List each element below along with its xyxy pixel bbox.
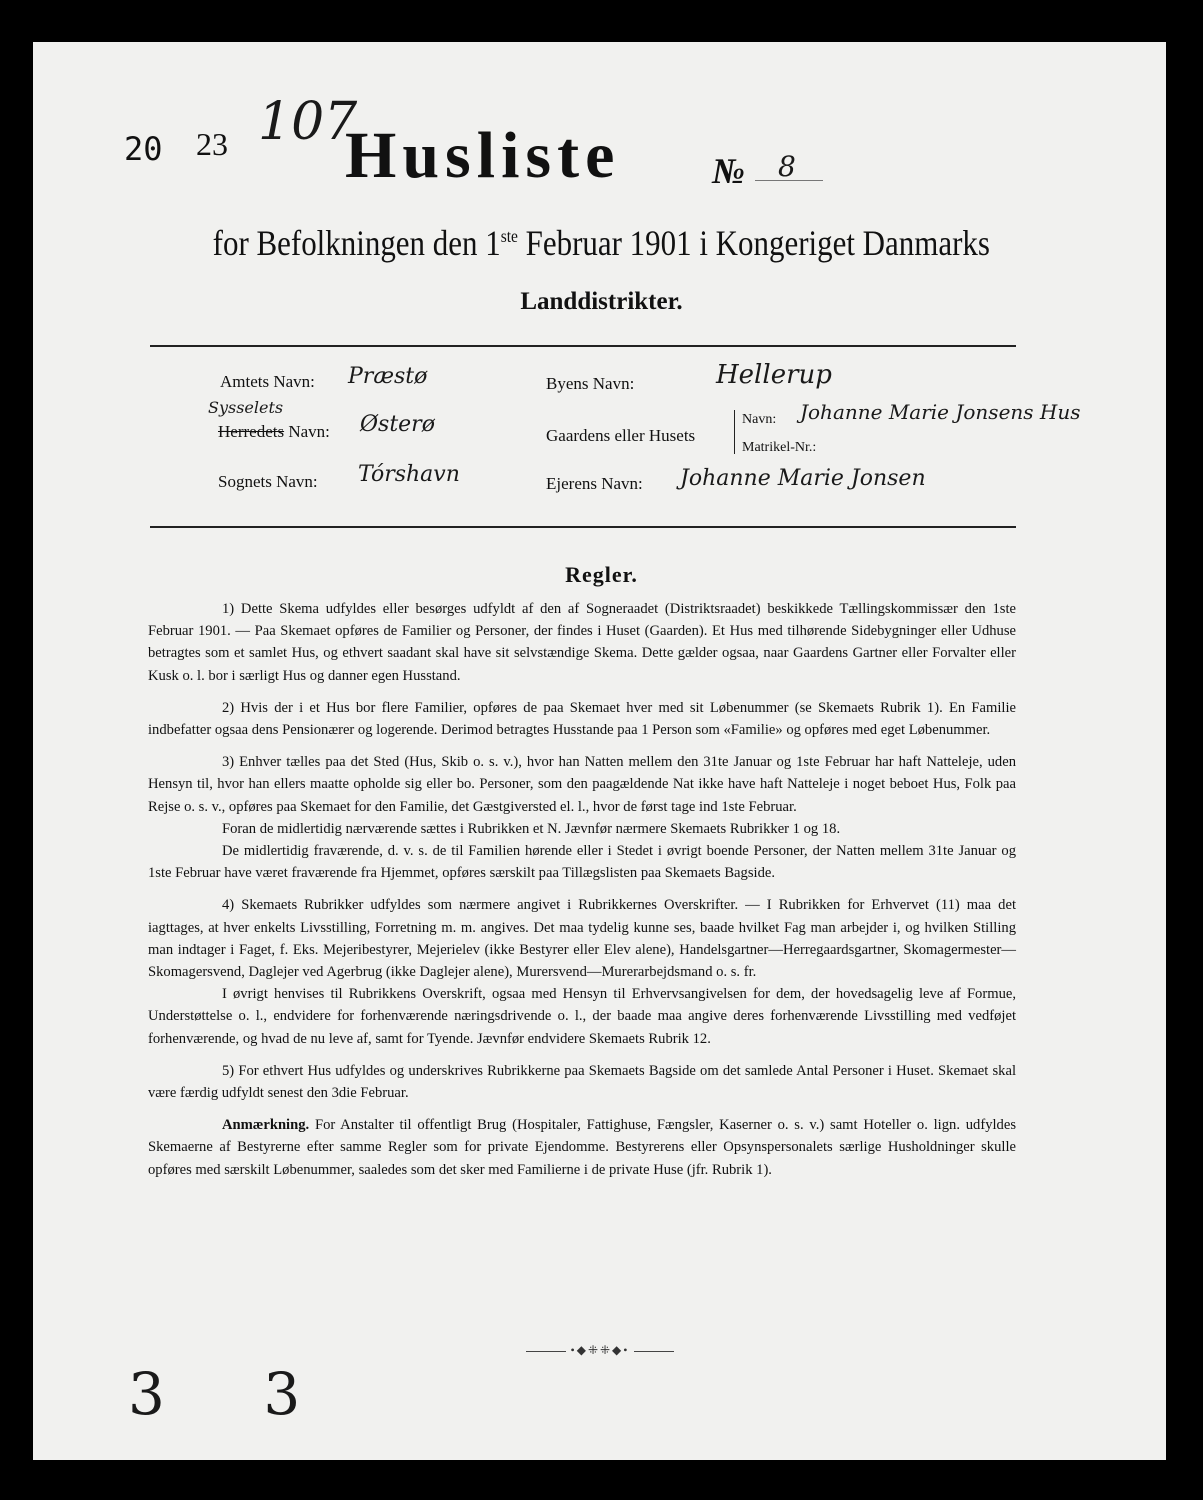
form-subtitle: for Befolkningen den 1ste Februar 1901 i Kongeriget Danmarks <box>212 223 990 263</box>
margin-number-left: 20 <box>124 130 163 168</box>
top-rule <box>150 345 1016 347</box>
rule-note: Anmærkning. For Anstalter til offentligt Brug (Hospitaler, Fattighuse, Fængsler, Kaserner o. s. v.) samt Hoteller o. lign. udfyldes Skemaerne af Bestyrerne efter samme Regler som for private Ejendomme. Bestyrerens eller Opsynspersonalets særlige Husholdninger skulle opføres med særskilt Løbenummer, saaledes som det sker med Familierne i de private Huse (jfr. Rubrik 1). <box>148 1117 1016 1178</box>
form-title: Husliste <box>345 119 621 192</box>
form-number-value: 8 <box>778 150 796 183</box>
gaard-label: Gaardens eller Husets <box>546 426 696 445</box>
ejer-label: Ejerens Navn: <box>546 474 643 493</box>
rule-5: 5) For ethvert Hus udfyldes og underskrives Rubrikkerne paa Skemaets Bagside om det samlede Antal Personer i Huset. Skemaet skal være færdig udfyldt senest den 3die Februar. <box>148 1062 1016 1102</box>
number-underline <box>755 180 823 181</box>
herred-label: Herredets Navn: <box>218 422 330 441</box>
form-subtitle-2: Landdistrikter. <box>520 288 683 315</box>
amt-value: Præstø <box>348 364 428 389</box>
margin-number-second: 23 <box>196 126 228 162</box>
rule-3a: 3) Enhver tælles paa det Sted (Hus, Skib o. s. v.), hvor han Natten mellem den 31te Januar og 1ste Februar har haft Natteleje, uden Hensyn til, hvor han ellers maatte opholde sig eller bo. Personer, som den paagældende Nat ikke have haft Natteleje i noget beboet Hus, Folk paa Rejse o. s. v., opføres paa Skemaet for den Familie, det Gæstgiversted el. l., hvor de først tage ind 1ste Februar. <box>148 754 1016 815</box>
ornament-divider: •◆⁜⁜◆• <box>500 1343 700 1358</box>
gaard-navn-label: Navn: <box>742 412 777 427</box>
herred-above: Sysselets <box>208 398 284 417</box>
by-label: Byens Navn: <box>546 374 635 393</box>
ejer-value: Johanne Marie Jonsen <box>680 466 926 491</box>
bottom-rule <box>150 526 1016 528</box>
sogn-label: Sognets Navn: <box>218 472 318 491</box>
rule-4b: I øvrigt henvises til Rubrikkens Overskrift, ogsaa med Hensyn til Erhvervsangivelsen for dem, der hovedsagelig leve af Formue, Understøttelse o. l., endvidere for forhenværende næringsdrivende o. l., der baade maa angive deres forhenværende Livsstilling med vedføjet forhenværende, og hvad de nu leve af, samt for Tyende. Jævnfør endvidere Skemaets Rubrik 12. <box>148 986 1016 1047</box>
gaard-navn-value: Johanne Marie Jonsens Hus <box>800 400 1081 424</box>
rule-3b: Foran de midlertidig nærværende sættes i Rubrikken et N. Jævnfør nærmere Skemaets Rubrikker 1 og 18. <box>222 820 841 837</box>
number-sign: № <box>712 151 745 191</box>
rule-1: 1) Dette Skema udfyldes eller besørges udfyldt af den af Sogneraadet (Distriktsraadet) beskikkede Tællingskommissær den 1ste Februar 1901. — Paa Skemaet opføres de Familier og Personer, der findes i Huset (Gaarden). Et Hus med tilhørende Sidebygninger eller Udhuse betragtes som et samlet Hus, og ethvert saadant skal have sit selvstændige Skema. Dette gælder ogsaa, naar Gaardens Gartner eller Forvalter eller Kusk o. l. bor i særligt Hus og danner egen Husstand. <box>148 601 1016 684</box>
gaard-bracket <box>734 410 735 454</box>
rule-4a: 4) Skemaets Rubrikker udfyldes som nærmere angivet i Rubrikkernes Overskrifter. — I Rubrikken for Erhvervet (11) maa det iagttages, at hver enkelts Livsstilling, Forretning m. m. angives. Det maa tydelig kunne ses, baade hvilket Fag man arbejder i, og hvilken Stilling man indtager i Faget, f. Eks. Mejeribestyrer, Mejerielev (ikke Bestyrer eller Elev alene), Handelsgartner—Herregaardsgartner, Skomagermester—Skomagersvend, Daglejer ved Agerbrug (ikke Daglejer alene), Murersvend—Murerarbejdsmand o. s. fr. <box>148 897 1016 981</box>
rules-body <box>148 598 1016 1191</box>
rule-2: 2) Hvis der i et Hus bor flere Familier, opføres de paa Skemaet hver med sit Løbenummer (se Skemaets Rubrik 1). En Familie indbefatter ogsaa dens Pensionærer og logerende. Derimod betragtes Husstande paa 1 Person som «Familie» og opføres med eget Løbenummer. <box>148 699 1016 739</box>
footer-handwritten: 3 3 <box>128 1360 341 1428</box>
herred-value: Østerø <box>360 412 435 437</box>
rules-heading: Regler. <box>565 562 638 587</box>
by-value: Hellerup <box>716 360 832 390</box>
amt-label: Amtets Navn: <box>220 372 315 391</box>
handwritten-number: 107 <box>258 92 358 152</box>
matrikel-label: Matrikel-Nr.: <box>742 440 817 455</box>
sogn-value: Tórshavn <box>358 462 460 487</box>
rule-3c: De midlertidig fraværende, d. v. s. de til Familien hørende eller i Stedet i øvrigt boende Personer, der Natten mellem 31te Januar og 1ste Februar have været fraværende fra Hjemmet, opføres særskilt paa Tillægslisten paa Skemaets Bagside. <box>148 843 1016 882</box>
